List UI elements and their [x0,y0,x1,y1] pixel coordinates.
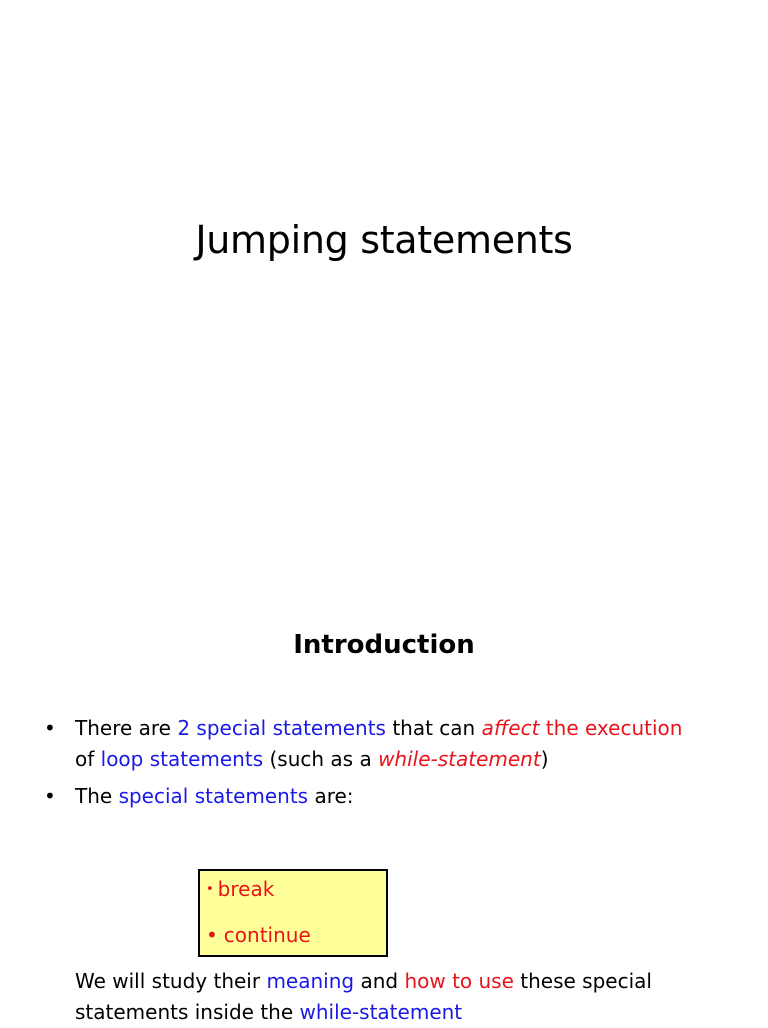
bullet-marker: • [206,923,218,947]
bullet-marker: • [206,882,214,897]
bullet-text [75,781,744,812]
text-segment: of [75,747,101,771]
bullet-text [75,713,744,775]
highlight-term: meaning [266,969,355,993]
bullet-item [44,781,744,812]
text-segment: these special [513,969,652,993]
text-segment: ) [540,747,549,771]
text-segment: that can [385,716,482,740]
text-segment: The [75,784,119,808]
statement-label: continue [223,923,311,947]
emphasis-term: while-statement [378,747,541,771]
text-segment: and [354,969,405,993]
section-heading: Introduction [293,630,475,660]
highlight-term: 2 special statements [177,716,386,740]
emphasis-term: how to use [404,969,514,993]
text-segment: We will study their [75,969,267,993]
emphasis-term: affect [481,716,540,740]
text-segment: are: [308,784,354,808]
statement-item-break [206,877,274,901]
text-segment: (such as a [263,747,379,771]
text-segment: There are [75,716,178,740]
closing-paragraph [75,966,735,1028]
highlight-term: loop statements [100,747,264,771]
bullet-item [44,713,744,775]
bullet-marker: • [44,784,56,808]
statements-box [198,869,388,957]
highlight-term: while-statement [299,1000,463,1024]
slide-title: Jumping statements [195,218,573,262]
highlight-term: special statements [118,784,309,808]
text-segment: statements inside the [75,1000,300,1024]
emphasis-term: the execution [539,716,683,740]
bullet-marker: • [44,716,56,740]
statement-label: break [217,877,275,901]
statement-item-continue [206,923,311,947]
